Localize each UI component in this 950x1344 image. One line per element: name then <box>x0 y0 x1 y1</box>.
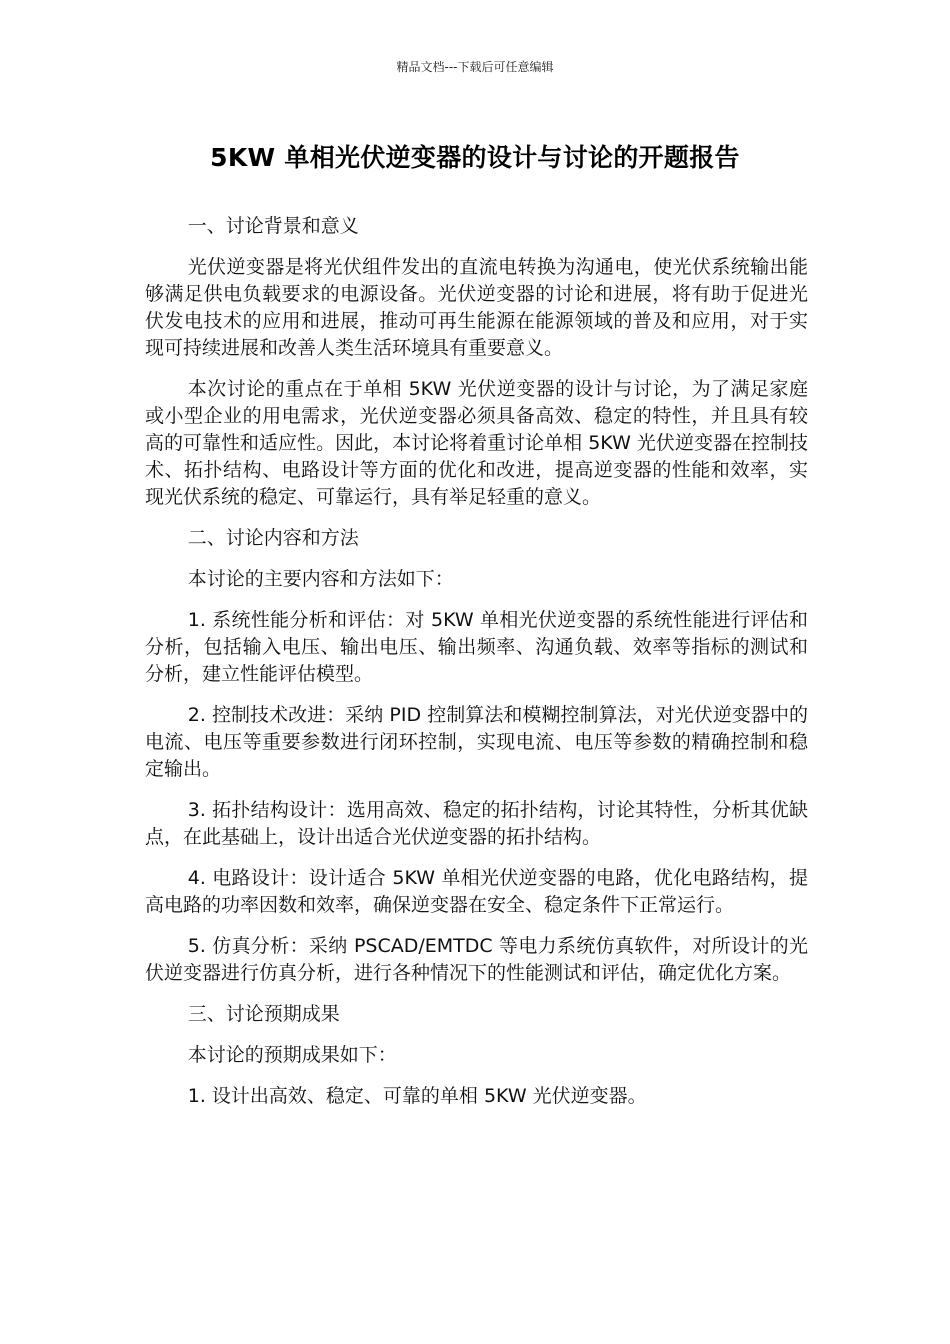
list-item-result-1: 1. 设计出高效、稳定、可靠的单相 5KW 光伏逆变器。 <box>187 1085 647 1107</box>
list-item-circuit-design: 4. 电路设计：设计适合 5KW 单相光伏逆变器的电路，优化电路结构，提高电路的功率因数和效率，确保逆变器在安全、稳定条件下正常运行。 <box>145 867 808 916</box>
section-heading-background: 一、讨论背景和意义 <box>187 215 359 237</box>
paragraph-content-intro: 本讨论的主要内容和方法如下： <box>187 568 454 590</box>
section-heading-expected-results: 三、讨论预期成果 <box>187 1003 340 1025</box>
list-item-control-technique: 2. 控制技术改进：采纳 PID 控制算法和模糊控制算法，对光伏逆变器中的电流、电压等重要参数进行闭环控制，实现电流、电压等参数的精确控制和稳定输出。 <box>145 704 808 780</box>
document-body <box>145 213 808 1124</box>
paragraph-background-1: 光伏逆变器是将光伏组件发出的直流电转换为沟通电，使光伏系统输出能够满足供电负载要求的电源设备。光伏逆变器的讨论和进展，将有助于促进光伏发电技术的应用和进展，推动可再生能源在能源领域的普及和应用，对于实现可持续进展和改善人类生活环境具有重要意义。 <box>145 256 808 359</box>
header-note: 精品文档---下载后可任意编辑 <box>396 60 554 74</box>
list-item-topology-design: 3. 拓扑结构设计：选用高效、稳定的拓扑结构，讨论其特性，分析其优缺点，在此基础上，设计出适合光伏逆变器的拓扑结构。 <box>145 799 808 848</box>
section-heading-content-methods: 二、讨论内容和方法 <box>187 527 359 549</box>
list-item-performance-analysis: 1. 系统性能分析和评估：对 5KW 单相光伏逆变器的系统性能进行评估和分析，包括输入电压、输出电压、输出频率、沟通负载、效率等指标的测试和分析，建立性能评估模型。 <box>145 609 808 685</box>
list-item-simulation: 5. 仿真分析：采纳 PSCAD/EMTDC 等电力系统仿真软件，对所设计的光伏逆变器进行仿真分析，进行各种情况下的性能测试和评估，确定优化方案。 <box>145 935 808 984</box>
document-title: 5KW 单相光伏逆变器的设计与讨论的开题报告 <box>210 143 740 172</box>
paragraph-background-2: 本次讨论的重点在于单相 5KW 光伏逆变器的设计与讨论，为了满足家庭或小型企业的用电需求，光伏逆变器必须具备高效、稳定的特性，并且具有较高的可靠性和适应性。因此，本讨论将着重讨论单相 5KW 光伏逆变器在控制技术、拓扑结构、电路设计等方面的优化和改进，提高逆变器的性能和效率，实现光伏系统的稳定、可靠运行，具有举足轻重的意义。 <box>145 378 808 508</box>
paragraph-results-intro: 本讨论的预期成果如下： <box>187 1044 397 1066</box>
